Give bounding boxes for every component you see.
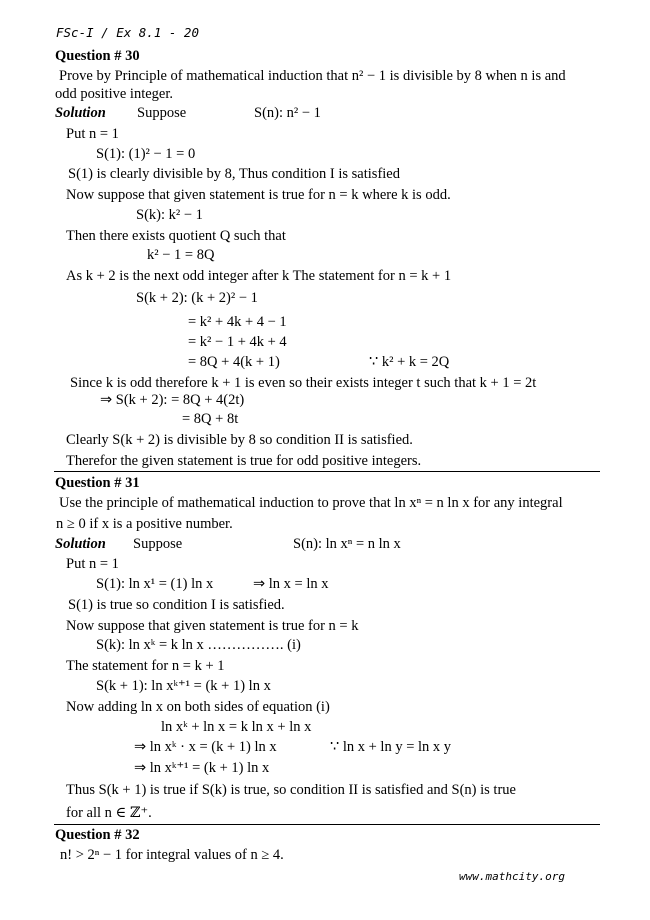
clearly-line: Clearly S(k + 2) is divisible by 8 so condition II is satisfied. bbox=[66, 432, 413, 448]
statement-sk-2: S(k): ln xᵏ = k ln x ……………. (i) bbox=[96, 637, 301, 653]
statement-sk2: S(k + 2): (k + 2)² − 1 bbox=[136, 290, 258, 306]
put-n-1-2: Put n = 1 bbox=[66, 556, 119, 572]
thus-line-2: for all n ∈ ℤ⁺. bbox=[66, 805, 152, 821]
statement-sk: S(k): k² − 1 bbox=[136, 207, 203, 223]
statement-for-line: The statement for n = k + 1 bbox=[66, 658, 225, 674]
thus-line-1: Thus S(k + 1) is true if S(k) is true, so condition II is satisfied and S(n) is true bbox=[66, 782, 516, 798]
expansion-1: = k² + 4k + 4 − 1 bbox=[188, 314, 287, 330]
statement-sk1: S(k + 1): ln xᵏ⁺¹ = (k + 1) ln x bbox=[96, 678, 271, 694]
put-n-1: Put n = 1 bbox=[66, 126, 119, 142]
since-line: Since k is odd therefore k + 1 is even so their exists integer t such that k + 1 = 2t bbox=[70, 375, 537, 391]
question-31-statement-line2: n ≥ 0 if x is a positive number. bbox=[56, 516, 233, 532]
now-adding-line: Now adding ln x on both sides of equation (i) bbox=[66, 699, 330, 715]
statement-sn-2: S(n): ln xⁿ = n ln x bbox=[293, 536, 401, 552]
because-note: ∵ k² + k = 2Q bbox=[369, 354, 450, 370]
question-30-statement-line1: Prove by Principle of mathematical induction that n² − 1 is divisible by 8 when n is and bbox=[59, 68, 566, 84]
solution-label: Solution bbox=[55, 105, 106, 121]
implies-line-1: ⇒ S(k + 2): = 8Q + 4(2t) bbox=[100, 392, 245, 408]
expansion-3: = 8Q + 4(k + 1) bbox=[188, 354, 280, 370]
statement-s1: S(1): (1)² − 1 = 0 bbox=[96, 146, 196, 162]
implies-line-2: = 8Q + 8t bbox=[182, 411, 239, 427]
divider-2 bbox=[54, 824, 600, 825]
suppose-text-2: Suppose bbox=[133, 536, 183, 552]
question-30-statement-line2: odd positive integer. bbox=[55, 86, 173, 102]
s1-conclusion-2: S(1) is true so condition I is satisfied. bbox=[68, 597, 285, 613]
page-footer: www.mathcity.org bbox=[459, 870, 565, 883]
suppose-text: Suppose bbox=[137, 105, 187, 121]
therefor-line: Therefor the given statement is true for odd positive integers. bbox=[66, 453, 422, 469]
because-note-2: ∵ ln x + ln y = ln x y bbox=[330, 739, 452, 755]
adding-step-2: ⇒ ln xᵏ · x = (k + 1) ln x bbox=[134, 739, 277, 755]
question-32-title: Question # 32 bbox=[55, 827, 140, 843]
adding-step-1: ln xᵏ + ln x = k ln x + ln x bbox=[161, 719, 312, 735]
s1-implies: ⇒ ln x = ln x bbox=[253, 576, 329, 592]
divider-1 bbox=[54, 471, 600, 472]
k-equation: k² − 1 = 8Q bbox=[147, 247, 215, 263]
now-suppose: Now suppose that given statement is true for n = k where k is odd. bbox=[66, 187, 451, 203]
question-31-title: Question # 31 bbox=[55, 475, 140, 491]
as-line: As k + 2 is the next odd integer after k The statement for n = k + 1 bbox=[66, 268, 452, 284]
s1-conclusion: S(1) is clearly divisible by 8, Thus condition I is satisfied bbox=[68, 166, 400, 182]
solution-label-2: Solution bbox=[55, 536, 106, 552]
question-32-statement: n! > 2ⁿ − 1 for integral values of n ≥ 4. bbox=[60, 847, 284, 863]
page-header: FSc-I / Ex 8.1 - 20 bbox=[56, 25, 199, 40]
question-31-statement-line1: Use the principle of mathematical induction to prove that ln xⁿ = n ln x for any integral bbox=[59, 495, 563, 511]
question-30-title: Question # 30 bbox=[55, 48, 140, 64]
adding-step-3: ⇒ ln xᵏ⁺¹ = (k + 1) ln x bbox=[134, 760, 270, 776]
statement-s1-2: S(1): ln x¹ = (1) ln x bbox=[96, 576, 214, 592]
now-suppose-2: Now suppose that given statement is true for n = k bbox=[66, 618, 359, 634]
expansion-2: = k² − 1 + 4k + 4 bbox=[188, 334, 287, 350]
then-exists: Then there exists quotient Q such that bbox=[66, 228, 286, 244]
statement-sn: S(n): n² − 1 bbox=[254, 105, 321, 121]
